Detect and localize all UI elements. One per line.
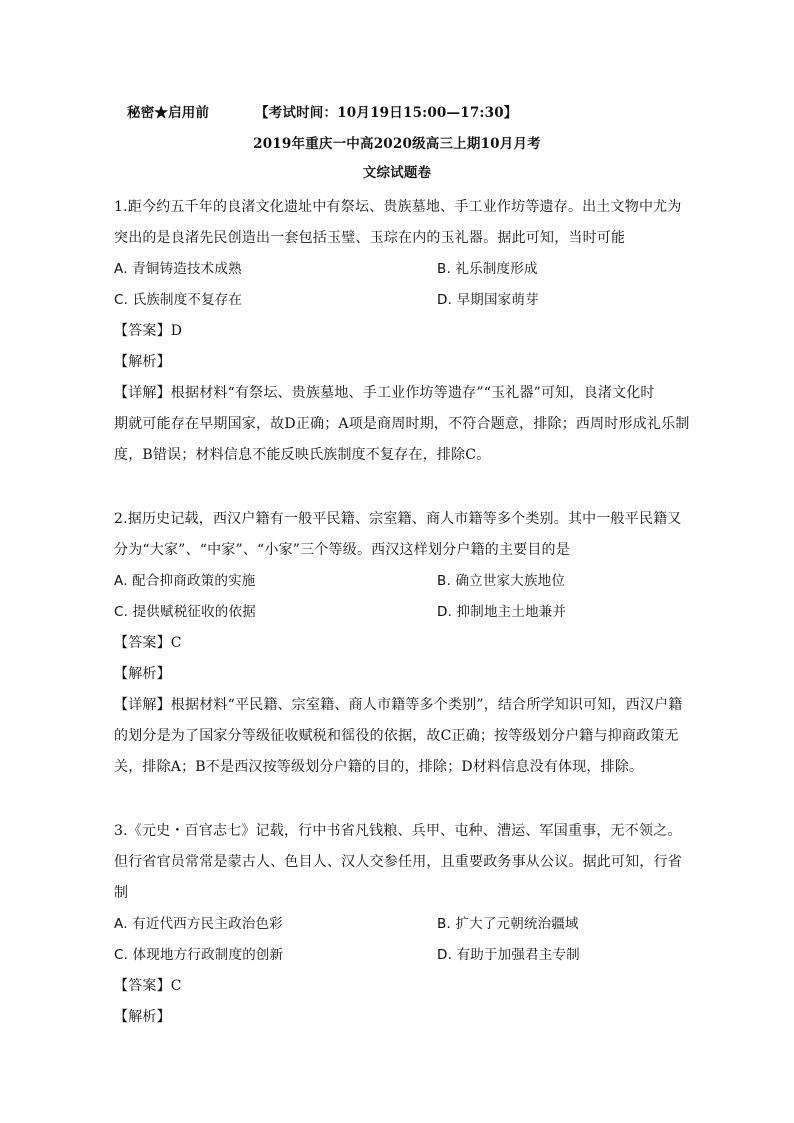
question-3-answer: 【答案】C [114, 978, 182, 994]
question-1-analysis-label: 【解析】 [114, 354, 171, 370]
exam-subtitle: 文综试题卷 [362, 165, 432, 181]
question-2-option-d: D. 抑制地主土地兼并 [437, 604, 567, 620]
question-1-option-d: D. 早期国家萌芽 [437, 292, 539, 308]
question-2-answer: 【答案】C [114, 635, 182, 651]
question-1-detail-line-3: 度，B错误；材料信息不能反映氏族制度不复存在，排除C。 [114, 447, 491, 463]
question-2-option-a: A. 配合抑商政策的实施 [114, 573, 256, 589]
question-2-analysis-label: 【解析】 [114, 666, 171, 682]
question-3-stem-line-1: 3.《元史・百官志七》记载，行中书省凡钱粮、兵甲、屯种、漕运、军国重事，无不领之。 [114, 823, 682, 839]
question-1-detail-line-2: 期就可能存在早期国家，故D正确；A项是商周时期，不符合题意，排除；西周时形成礼乐制 [114, 416, 690, 432]
question-1-detail-line-1: 【详解】根据材料“有祭坛、贵族墓地、手工业作坊等遗存”“玉礼器”可知，良渚文化时 [114, 385, 655, 401]
question-3-stem-line-2: 但行省官员常常是蒙古人、色目人、汉人交参任用，且重要政务事从公议。据此可知，行省 [114, 854, 682, 870]
secrecy-label: 秘密★启用前 [127, 105, 210, 121]
question-2-stem-line-2: 分为“大家”、“中家”、“小家”三个等级。西汉这样划分户籍的主要目的是 [114, 542, 570, 558]
question-2-detail-line-1: 【详解】根据材料“平民籍、宗室籍、商人市籍等多个类别”，结合所学知识可知，西汉户籍 [114, 697, 683, 713]
question-2-detail-line-2: 的划分是为了国家分等级征收赋税和徭役的依据，故C正确；按等级划分户籍与抑商政策无 [114, 728, 679, 744]
question-3-stem-line-3: 制 [114, 885, 129, 901]
exam-time: 【考试时间：10月19日15:00—17:30】 [255, 105, 518, 121]
question-3-option-d: D. 有助于加强君主专制 [437, 947, 580, 963]
question-2-option-b: B. 确立世家大族地位 [437, 573, 566, 589]
question-1-option-b: B. 礼乐制度形成 [437, 261, 538, 277]
question-1-stem-line-2: 突出的是良渚先民创造出一套包括玉璧、玉琮在内的玉礼器。据此可知，当时可能 [114, 230, 626, 246]
question-3-option-a: A. 有近代西方民主政治色彩 [114, 916, 283, 932]
question-2-option-c: C. 提供赋税征收的依据 [114, 604, 256, 620]
question-3-option-b: B. 扩大了元朝统治疆域 [437, 916, 579, 932]
question-1-stem-line-1: 1.距今约五千年的良渚文化遗址中有祭坛、贵族墓地、手工业作坊等遗存。出土文物中尤为 [114, 199, 682, 215]
question-3-analysis-label: 【解析】 [114, 1009, 171, 1025]
question-3-option-c: C. 体现地方行政制度的创新 [114, 947, 284, 963]
question-1-option-c: C. 氏族制度不复存在 [114, 292, 243, 308]
question-1-answer: 【答案】D [114, 323, 183, 339]
question-2-detail-line-3: 关，排除A；B不是西汉按等级划分户籍的目的，排除；D材料信息没有体现，排除。 [114, 759, 644, 775]
question-2-stem-line-1: 2.据历史记载，西汉户籍有一般平民籍、宗室籍、商人市籍等多个类别。其中一般平民籍又 [114, 511, 682, 527]
exam-title: 2019年重庆一中高2020级高三上期10月月考 [253, 136, 541, 152]
question-1-option-a: A. 青铜铸造技术成熟 [114, 261, 242, 277]
